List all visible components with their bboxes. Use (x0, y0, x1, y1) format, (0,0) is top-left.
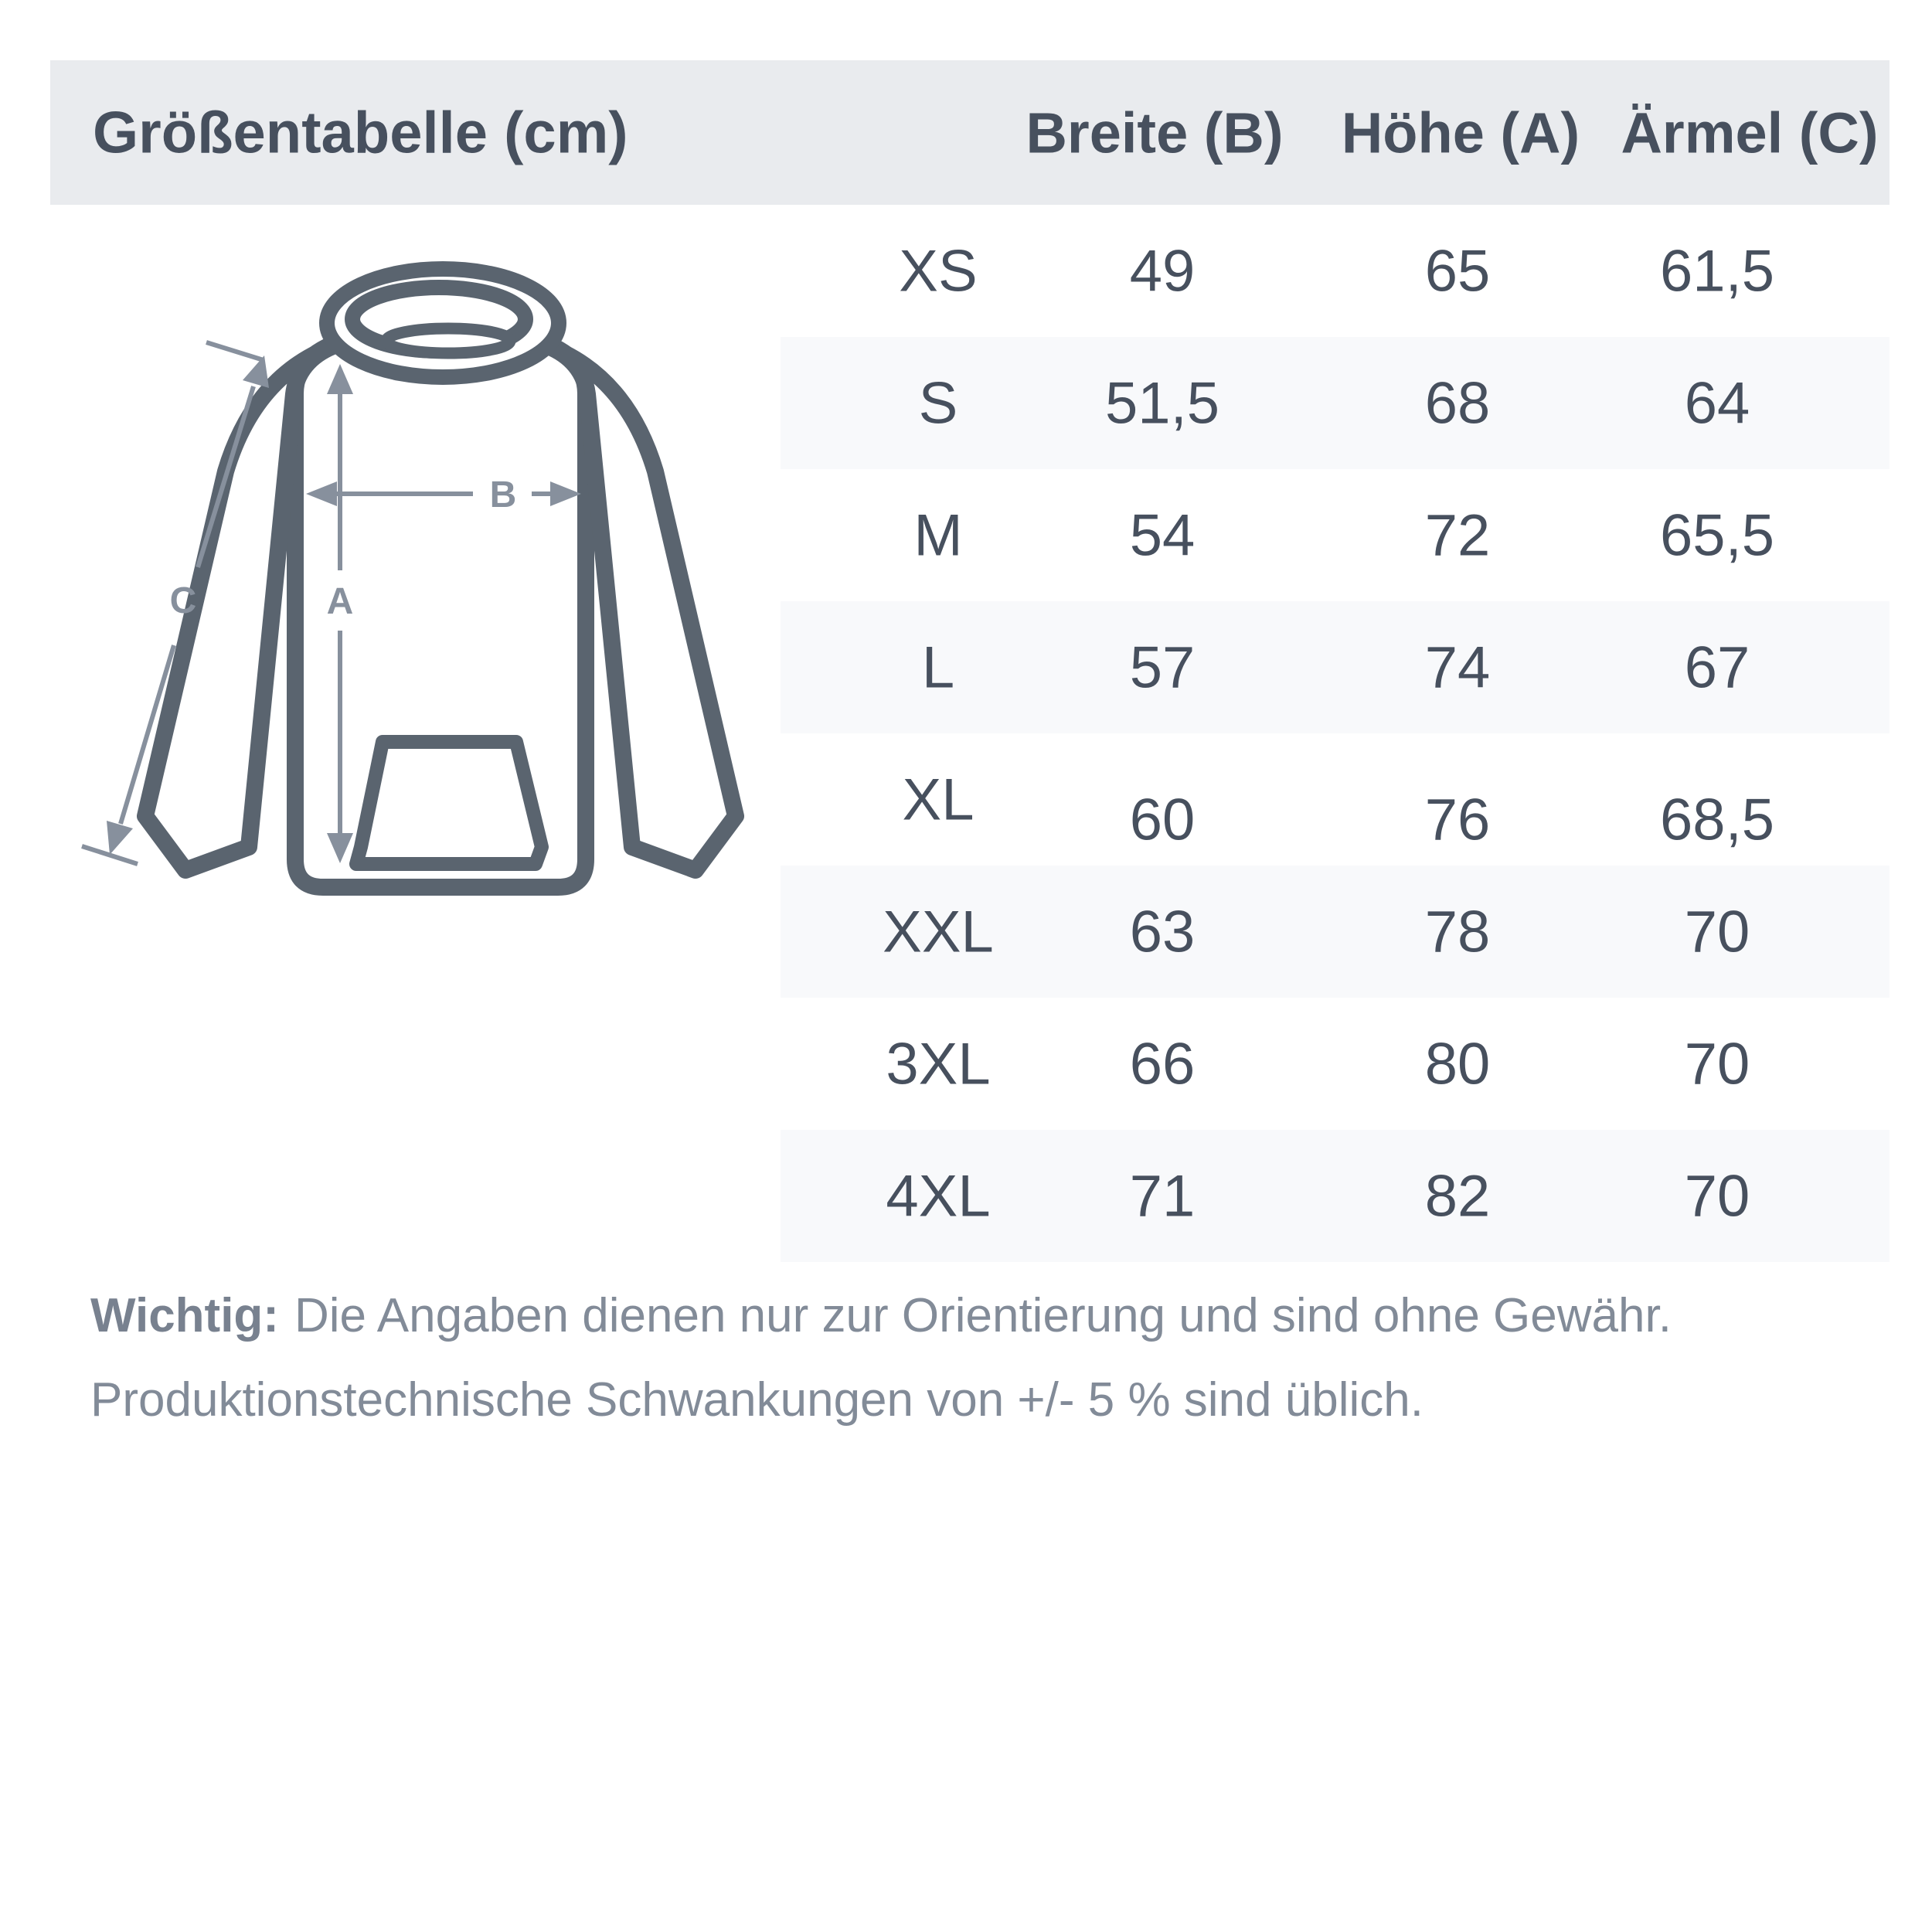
size-label: L (921, 634, 955, 700)
page-title: Größentabelle (cm) (93, 100, 628, 165)
disclaimer-line-2: Produktionstechnische Schwankungen von +/- 5 % sind üblich. (90, 1373, 1423, 1427)
hoodie-measurement-diagram (46, 201, 819, 896)
column-header-hoehe: Höhe (A) (1341, 100, 1580, 165)
size-row-4xl (781, 1130, 1889, 1262)
table-header-band (50, 60, 1889, 205)
breite-value: 57 (1129, 634, 1196, 700)
hoehe-value: 72 (1424, 502, 1491, 568)
hoehe-value: 65 (1424, 238, 1491, 304)
hoehe-value: 76 (1424, 787, 1491, 852)
breite-value: 71 (1129, 1163, 1196, 1229)
size-label: 3XL (886, 1031, 991, 1097)
breite-value: 63 (1129, 899, 1196, 964)
size-label: XS (899, 238, 978, 304)
aermel-value: 61,5 (1660, 238, 1774, 304)
breite-value: 49 (1129, 238, 1196, 304)
size-label: XXL (883, 899, 994, 964)
breite-value: 66 (1129, 1031, 1196, 1097)
column-header-breite: Breite (B) (1026, 100, 1284, 165)
column-header-aermel: Ärmel (C) (1621, 100, 1879, 165)
size-row-xs (781, 205, 1889, 337)
arrow-c-tick-top (206, 342, 264, 360)
aermel-value: 70 (1684, 1031, 1750, 1097)
size-label: 4XL (886, 1163, 991, 1229)
size-row-l (781, 601, 1889, 733)
disclaimer (90, 1274, 1837, 1442)
aermel-value: 70 (1684, 899, 1750, 964)
aermel-value: 67 (1684, 634, 1750, 700)
hoodie-hood-opening (386, 328, 510, 353)
size-label: S (918, 370, 958, 436)
hoodie-pocket (356, 742, 542, 864)
size-label: XL (902, 767, 975, 832)
measure-label-c: C (169, 580, 197, 621)
measure-label-b: B (489, 474, 517, 515)
aermel-value: 65,5 (1660, 502, 1774, 568)
aermel-value: 68,5 (1660, 787, 1774, 852)
size-table (781, 205, 1889, 1262)
size-row-m (781, 469, 1889, 601)
size-label: M (913, 502, 963, 568)
size-row-s (781, 337, 1889, 469)
breite-value: 51,5 (1105, 370, 1219, 436)
disclaimer-text-1: Die Angaben dienen nur zur Orientierung und sind ohne Gewähr. (294, 1289, 1672, 1342)
hoehe-value: 82 (1424, 1163, 1491, 1229)
disclaimer-bold-label: Wichtig: (90, 1289, 279, 1342)
arrowhead-c-top (243, 355, 269, 388)
breite-value: 54 (1129, 502, 1196, 568)
aermel-value: 64 (1684, 370, 1750, 436)
size-row-3xl (781, 998, 1889, 1130)
breite-value: 60 (1129, 787, 1196, 852)
size-row-xxl (781, 866, 1889, 998)
disclaimer-line-1 (90, 1274, 1837, 1358)
hoehe-value: 74 (1424, 634, 1491, 700)
measure-label-a: A (326, 581, 354, 622)
hoehe-value: 80 (1424, 1031, 1491, 1097)
aermel-value: 70 (1684, 1163, 1750, 1229)
arrowhead-c-bottom (107, 821, 133, 855)
hoehe-value: 78 (1424, 899, 1491, 964)
hoehe-value: 68 (1424, 370, 1491, 436)
size-row-xl (781, 733, 1889, 866)
